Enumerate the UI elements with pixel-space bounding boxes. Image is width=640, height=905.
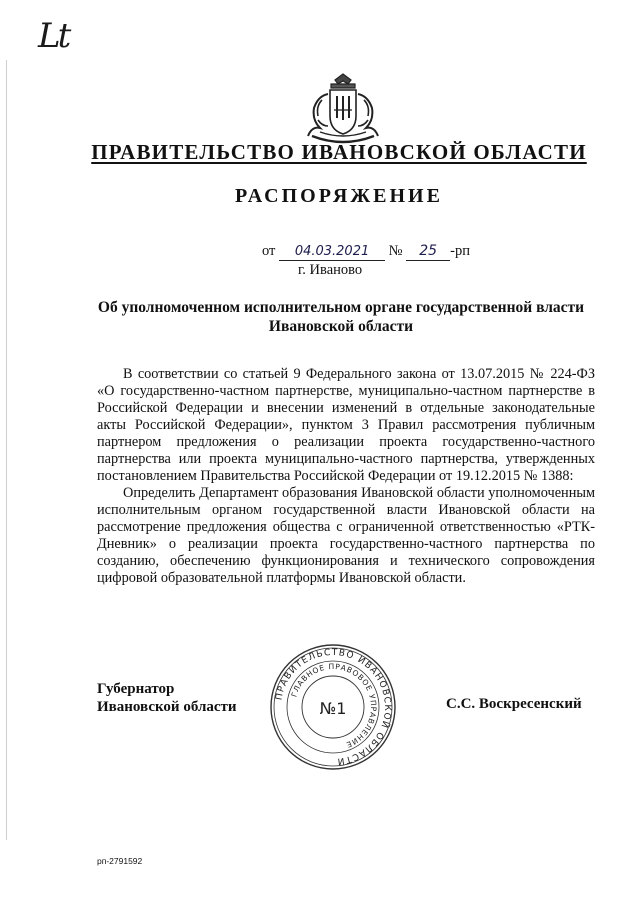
document-title	[92, 298, 590, 336]
handwritten-mark: Lt	[38, 16, 69, 56]
city: г. Иваново	[298, 262, 363, 278]
date-prefix: от	[262, 243, 276, 259]
stamp-inner-text: ГЛАВНОЕ ПРАВОВОЕ УПРАВЛЕНИЕ	[289, 661, 379, 750]
stamp-center-text: №1	[319, 699, 347, 718]
title-line-1: Об уполномоченном исполнительном органе государственной власти	[97, 299, 585, 316]
footer-code: рп-2791592	[97, 856, 143, 866]
paragraph-2: Определить Департамент образования Ивановской области уполномоченным исполнительным органом государственной власти Ивановской области на рассмотрение предложения общества с ограниченной ответственностью «РТК-Дневник» о реализации проекта государственно-частного партнерства по созданию, обеспечению функционирования и технического сопровождения цифровой образовательной платформы Ивановской области.	[97, 485, 595, 586]
signatory-name: С.С. Воскресенский	[446, 696, 582, 712]
signatory-position-line-1: Губернатор	[97, 681, 175, 697]
document-body	[97, 366, 595, 587]
title-line-2: Ивановской области	[268, 318, 414, 335]
official-stamp-icon	[268, 642, 398, 772]
signatory-position-line-2: Ивановской области	[97, 699, 237, 715]
government-title: ПРАВИТЕЛЬСТВО ИВАНОВСКОЙ ОБЛАСТИ	[91, 140, 587, 164]
coat-of-arms-icon	[298, 70, 388, 150]
signatory-position	[97, 680, 237, 716]
paragraph-1: В соответствии со статьей 9 Федерального закона от 13.07.2015 № 224-ФЗ «О государственно-частном партнерстве, муниципально-частном партнерстве в Российской Федерации и внесении изменений в отдельные законодательные акты Российской Федерации», пунктом 3 Правил рассмотрения публичным партнером предложения о реализации проекта государственно-частного партнерства или проекта муниципально-частного партнерства, утвержденных постановлением Правительства Российской Федерации от 19.12.2015 № 1388:	[97, 366, 595, 484]
document-type: РАСПОРЯЖЕНИЕ	[235, 185, 443, 207]
handwritten-number: 25	[406, 243, 450, 261]
number-sign: №	[388, 243, 403, 259]
handwritten-date: 04.03.2021	[279, 244, 385, 261]
number-suffix: -рп	[450, 243, 470, 259]
date-number-line	[262, 243, 470, 261]
scan-edge-line	[6, 60, 7, 840]
stamp-outer-text: ПРАВИТЕЛЬСТВО ИВАНОВСКОЙ ОБЛАСТИ	[274, 647, 393, 766]
